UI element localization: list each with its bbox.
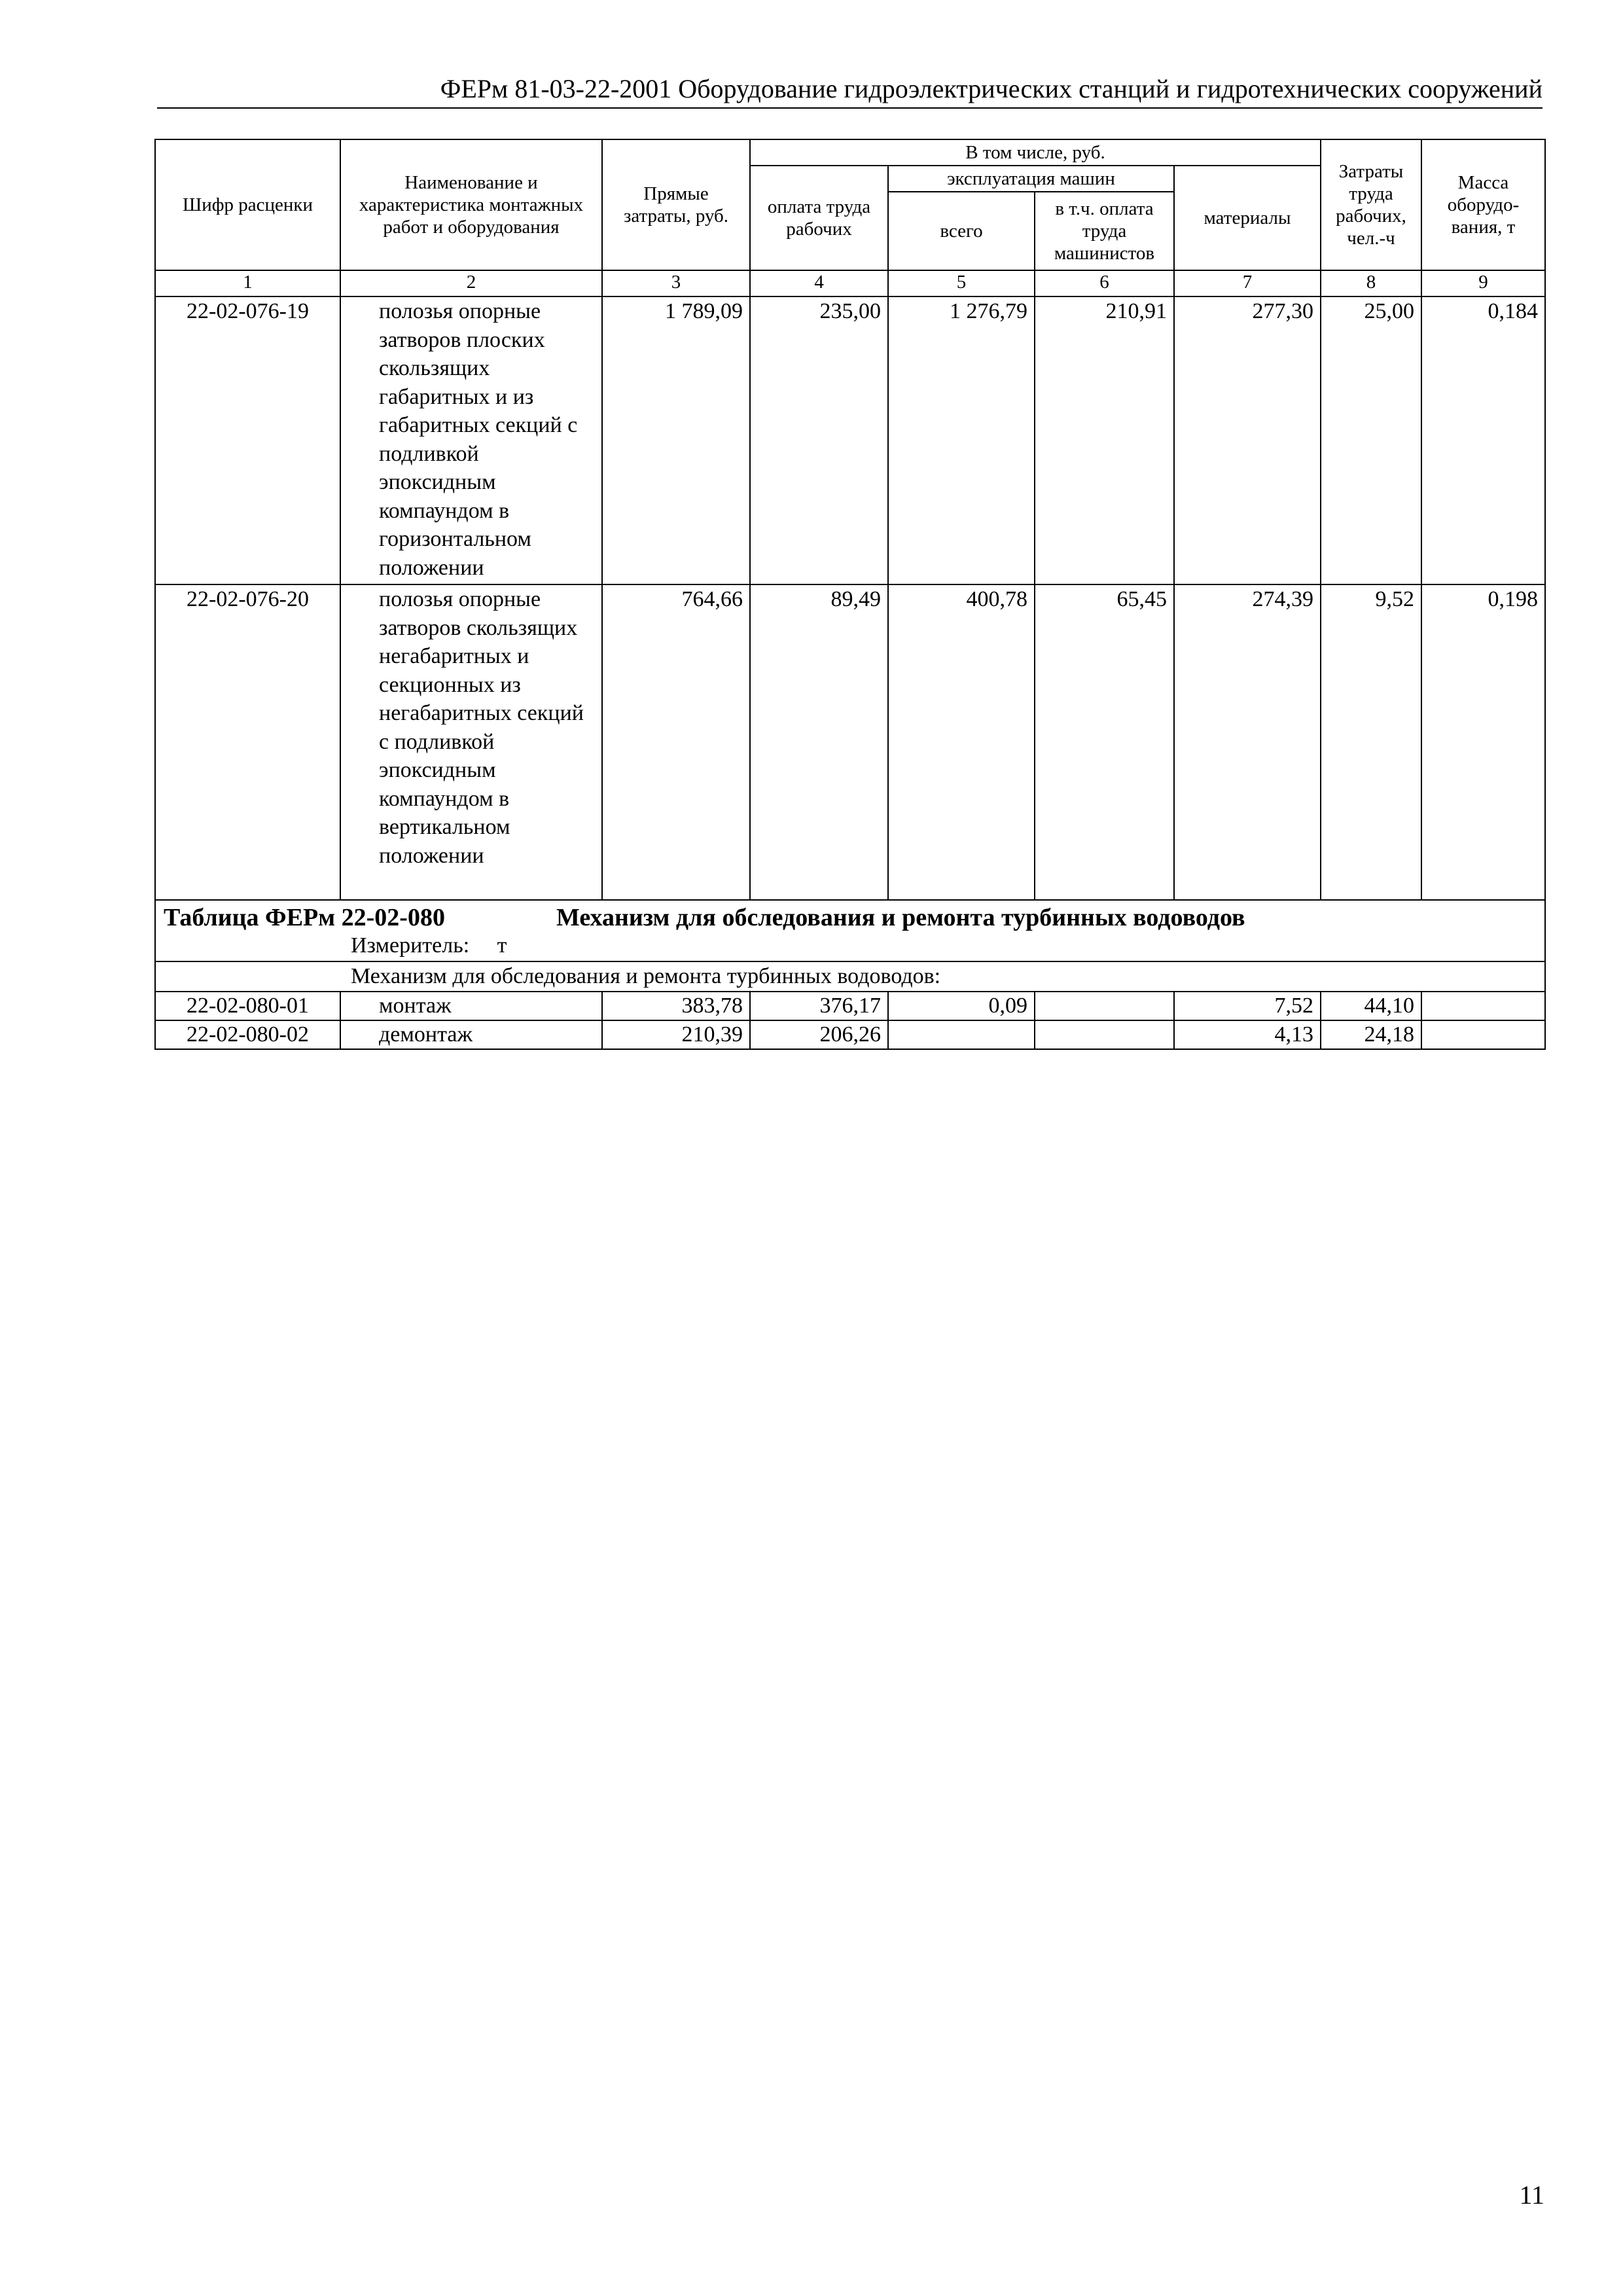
col-number: 2 bbox=[340, 270, 602, 296]
col-header-machines: эксплуатация машин bbox=[888, 166, 1174, 192]
labor-cost: 44,10 bbox=[1321, 992, 1421, 1020]
table-080-measure: Измеритель: т bbox=[351, 933, 507, 958]
rate-code: 22-02-080-01 bbox=[155, 992, 340, 1020]
materials: 274,39 bbox=[1174, 584, 1321, 900]
col-number: 9 bbox=[1421, 270, 1545, 296]
table-080-header bbox=[155, 900, 1545, 961]
col-header-machines-total: всего bbox=[888, 192, 1035, 270]
mass bbox=[1421, 992, 1545, 1020]
labor-pay: 376,17 bbox=[750, 992, 888, 1020]
direct-costs: 210,39 bbox=[602, 1020, 750, 1049]
table-row bbox=[155, 584, 1545, 900]
col-number: 8 bbox=[1321, 270, 1421, 296]
col-header-machinist-pay: в т.ч. оплата труда машинистов bbox=[1035, 192, 1174, 270]
machines-total bbox=[888, 1020, 1035, 1049]
labor-cost: 9,52 bbox=[1321, 584, 1421, 900]
rate-code: 22-02-076-19 bbox=[155, 296, 340, 584]
col-number: 3 bbox=[602, 270, 750, 296]
table-row bbox=[155, 992, 1545, 1020]
col-header-direct: Прямые затраты, руб. bbox=[602, 139, 750, 270]
labor-cost: 24,18 bbox=[1321, 1020, 1421, 1049]
work-description: полозья опорные затворов плоских скользящих габаритных и из габаритных секций с подливкой эпоксидным компаундом в горизонтальном положении bbox=[340, 296, 602, 584]
direct-costs: 764,66 bbox=[602, 584, 750, 900]
machinist-pay bbox=[1035, 992, 1174, 1020]
col-number: 4 bbox=[750, 270, 888, 296]
machines-total: 0,09 bbox=[888, 992, 1035, 1020]
machinist-pay: 210,91 bbox=[1035, 296, 1174, 584]
machinist-pay bbox=[1035, 1020, 1174, 1049]
col-number: 1 bbox=[155, 270, 340, 296]
section-title: Механизм для обследования и ремонта турбинных водоводов: bbox=[155, 961, 1545, 992]
page-header bbox=[157, 73, 1543, 109]
col-number: 7 bbox=[1174, 270, 1321, 296]
labor-pay: 89,49 bbox=[750, 584, 888, 900]
machinist-pay: 65,45 bbox=[1035, 584, 1174, 900]
page-number: 11 bbox=[1519, 2180, 1544, 2210]
work-description: монтаж bbox=[340, 992, 602, 1020]
col-header-labor-cost: Затраты труда рабочих, чел.-ч bbox=[1321, 139, 1421, 270]
machines-total: 400,78 bbox=[888, 584, 1035, 900]
labor-pay: 206,26 bbox=[750, 1020, 888, 1049]
document-title: ФЕРм 81-03-22-2001 Оборудование гидроэлектрических станций и гидротехнических сооружений bbox=[440, 74, 1543, 103]
col-header-materials: материалы bbox=[1174, 166, 1321, 270]
materials: 4,13 bbox=[1174, 1020, 1321, 1049]
table-row bbox=[155, 296, 1545, 584]
mass: 0,198 bbox=[1421, 584, 1545, 900]
table-080-name: Механизм для обследования и ремонта турбинных водоводов bbox=[556, 904, 1245, 931]
col-number: 5 bbox=[888, 270, 1035, 296]
col-number: 6 bbox=[1035, 270, 1174, 296]
direct-costs: 383,78 bbox=[602, 992, 750, 1020]
price-table bbox=[154, 139, 1546, 1050]
col-header-labor-pay: оплата труда рабочих bbox=[750, 166, 888, 270]
materials: 277,30 bbox=[1174, 296, 1321, 584]
rate-code: 22-02-076-20 bbox=[155, 584, 340, 900]
col-header-mass: Масса оборудо-вания, т bbox=[1421, 139, 1545, 270]
table-080-title bbox=[161, 903, 1539, 932]
machines-total: 1 276,79 bbox=[888, 296, 1035, 584]
mass bbox=[1421, 1020, 1545, 1049]
direct-costs: 1 789,09 bbox=[602, 296, 750, 584]
column-numbers-row bbox=[155, 270, 1545, 296]
labor-pay: 235,00 bbox=[750, 296, 888, 584]
section-title-row bbox=[155, 961, 1545, 992]
work-description: демонтаж bbox=[340, 1020, 602, 1049]
work-description: полозья опорные затворов скользящих негабаритных и секционных из негабаритных секций с подливкой эпоксидным компаундом в вертикальном положении bbox=[340, 584, 602, 900]
labor-cost: 25,00 bbox=[1321, 296, 1421, 584]
mass: 0,184 bbox=[1421, 296, 1545, 584]
rate-code: 22-02-080-02 bbox=[155, 1020, 340, 1049]
col-header-name: Наименование и характеристика монтажных работ и оборудования bbox=[340, 139, 602, 270]
table-row bbox=[155, 1020, 1545, 1049]
materials: 7,52 bbox=[1174, 992, 1321, 1020]
col-header-including: В том числе, руб. bbox=[750, 139, 1321, 166]
col-header-code: Шифр расценки bbox=[155, 139, 340, 270]
table-080-id: Таблица ФЕРм 22-02-080 bbox=[164, 904, 445, 931]
